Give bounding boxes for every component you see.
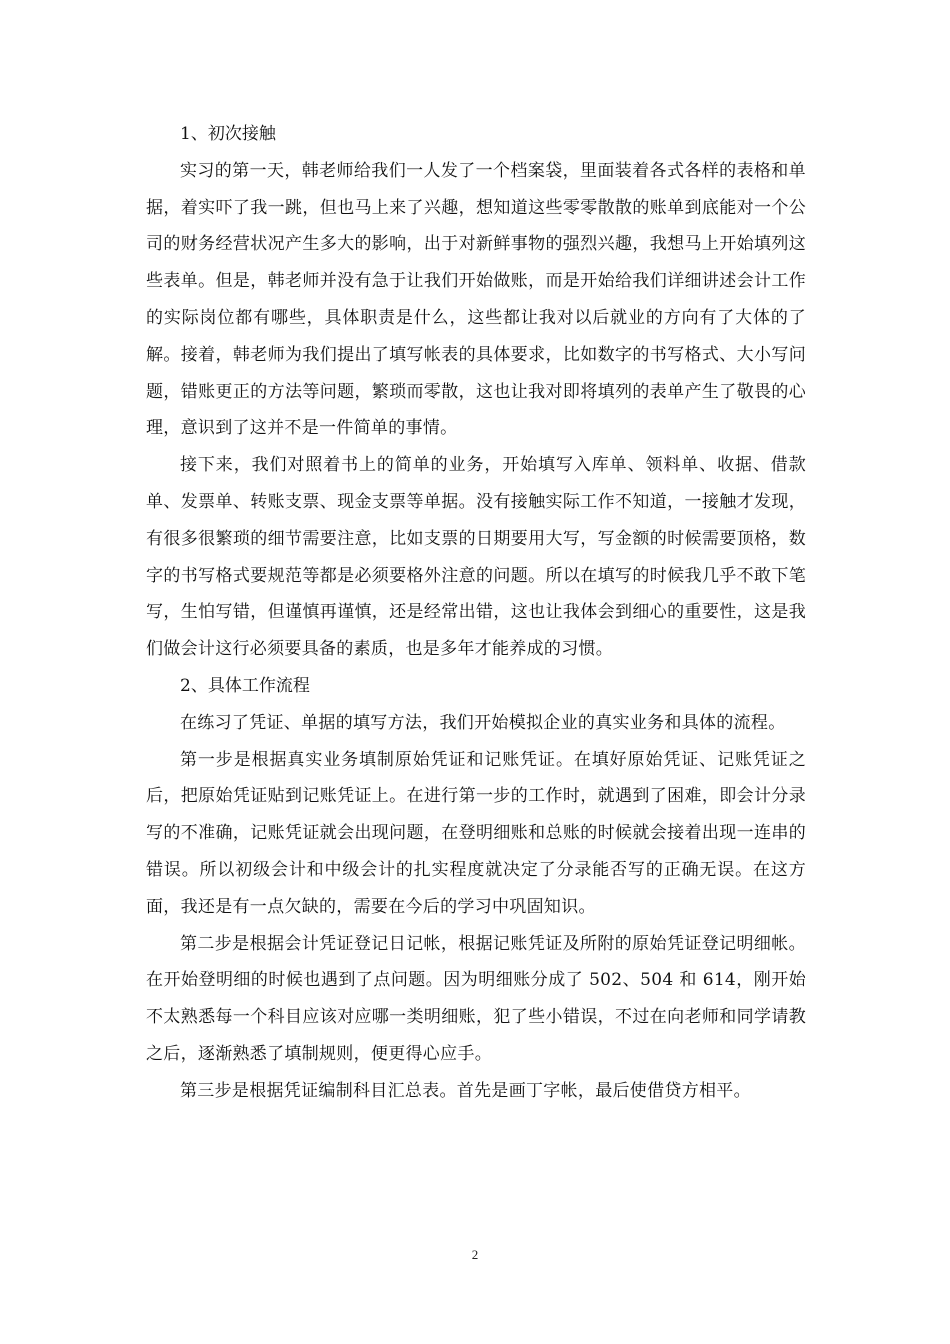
paragraph-workflow-intro: 在练习了凭证、单据的填写方法，我们开始模拟企业的真实业务和具体的流程。 (180, 712, 786, 733)
paragraph-filling-forms: 接下来，我们对照着书上的简单的业务，开始填写入库单、领料单、收据、借款单、发票单、转账支票、现金支票等单据。没有接触实际工作不知道，一接触才发现，有很多很繁琐的细节需要注意，比如支票的日期要用大写，写金额的时候需要顶格，数字的书写格式要规范等都是必须要格外注意的问题。所以在填写的时候我几乎不敢下笔写，生怕写错，但谨慎再谨慎，还是经常出错，这也让我体会到细心的重要性，这是我们做会计这行必须要具备的素质，也是多年才能养成的习惯。 (146, 455, 806, 660)
paragraph-step-one: 第一步是根据真实业务填制原始凭证和记账凭证。在填好原始凭证、记账凭证之后，把原始凭证贴到记账凭证上。在进行第一步的工作时，就遇到了困难，即会计分录写的不准确，记账凭证就会出现问题，在登明细账和总账的时候就会接着出现一连串的错误。所以初级会计和中级会计的扎实程度就决定了分录能否写的正确无误。在这方面，我还是有一点欠缺的，需要在今后的学习中巩固知识。 (146, 749, 806, 917)
paragraph-step-two: 第二步是根据会计凭证登记日记帐，根据记账凭证及所附的原始凭证登记明细帐。在开始登明细的时候也遇到了点问题。因为明细账分成了 502、504 和 614，刚开始不太熟悉每一个科目应该对应哪一类明细账，犯了些小错误，不过在向老师和同学请教之后，逐渐熟悉了填制规则，便更得心应手。 (146, 933, 806, 1064)
section-heading-2: 2、具体工作流程 (180, 675, 310, 696)
document-body (146, 116, 806, 1110)
page-number: 2 (471, 1247, 479, 1262)
paragraph-first-day: 实习的第一天，韩老师给我们一人发了一个档案袋，里面装着各式各样的表格和单据，着实吓了我一跳，但也马上来了兴趣，想知道这些零零散散的账单到底能对一个公司的财务经营状况产生多大的影响，出于对新鲜事物的强烈兴趣，我想马上开始填列这些表单。但是，韩老师并没有急于让我们开始做账，而是开始给我们详细讲述会计工作的实际岗位都有哪些，具体职责是什么，这些都让我对以后就业的方向有了大体的了解。接着，韩老师为我们提出了填写帐表的具体要求，比如数字的书写格式、大小写问题，错账更正的方法等问题，繁琐而零散，这也让我对即将填列的表单产生了敬畏的心理，意识到了这并不是一件简单的事情。 (146, 160, 806, 439)
paragraph-step-three: 第三步是根据凭证编制科目汇总表。首先是画丁字帐，最后使借贷方相平。 (180, 1080, 751, 1101)
section-heading-1: 1、初次接触 (180, 124, 276, 144)
